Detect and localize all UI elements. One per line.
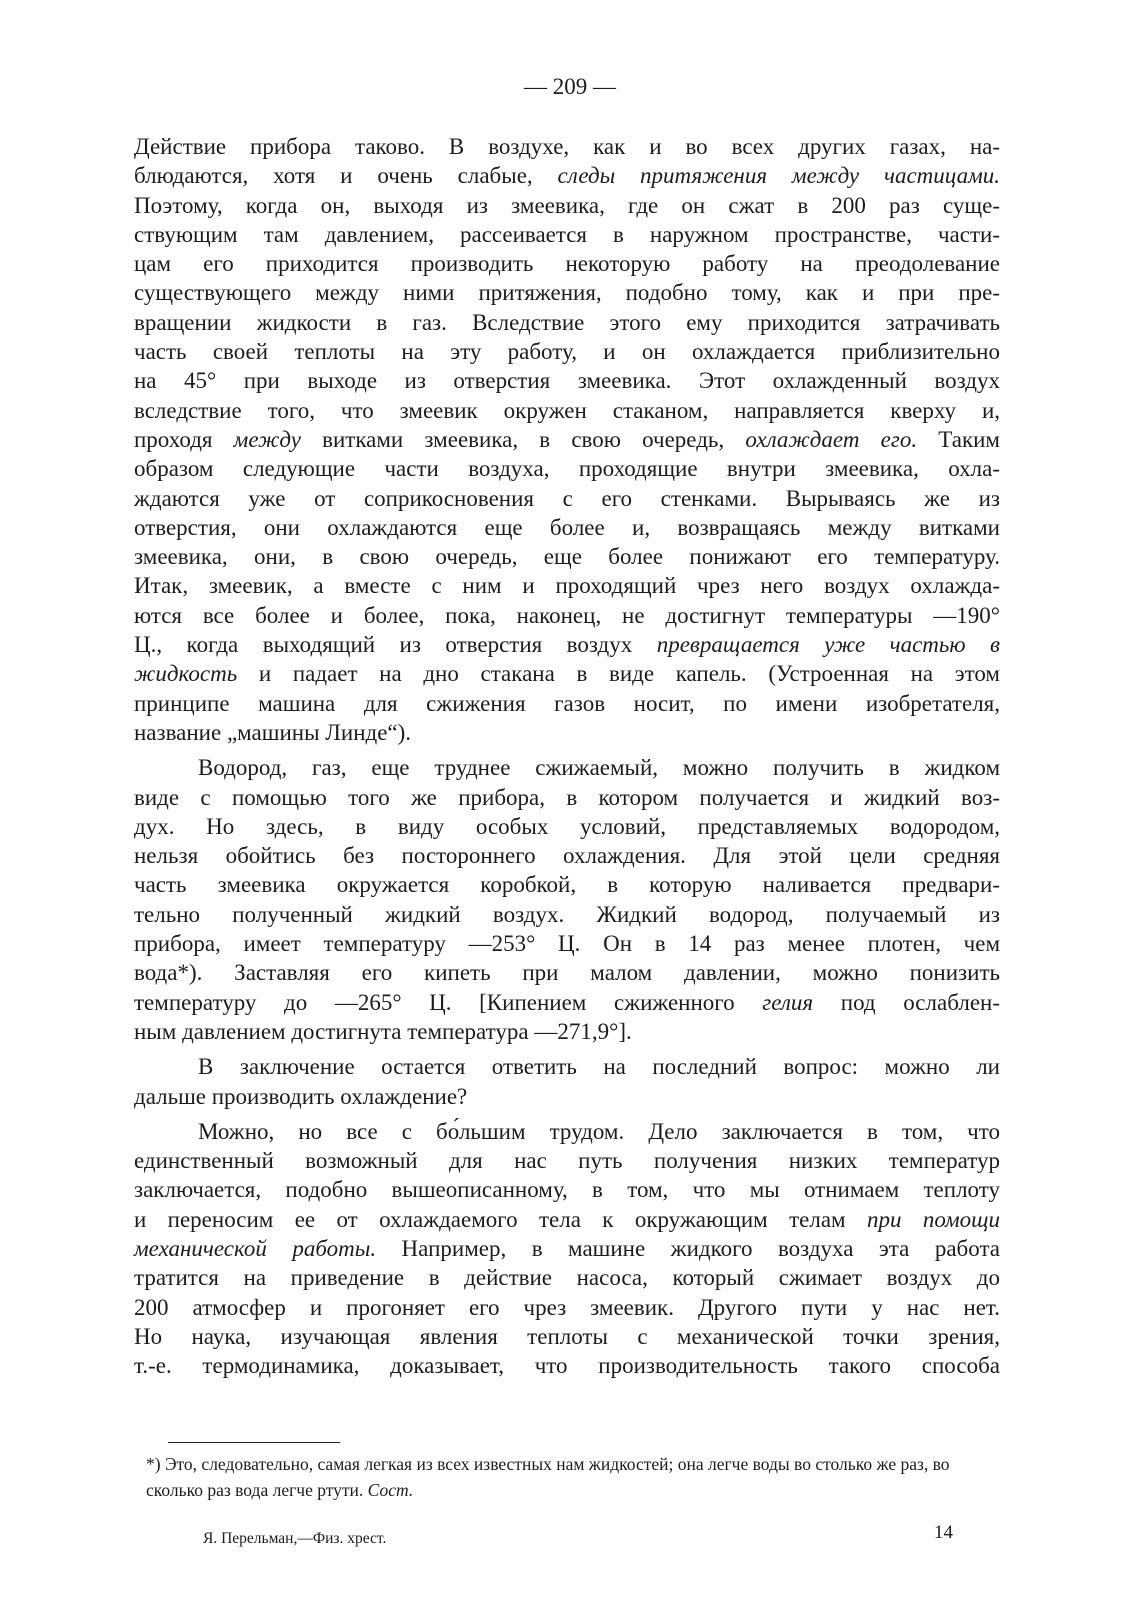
text-line: ствующим там давлением, рассеивается в наружном пространстве, части- bbox=[134, 221, 1000, 247]
body-text bbox=[134, 132, 1000, 1386]
text-line: Итак, змеевик, а вместе с ним и проходящий чрез него воздух охлажда- bbox=[134, 573, 1000, 599]
text-line: Можно, но все с бо́льшим трудом. Дело заключается в том, что bbox=[198, 1118, 1000, 1144]
text-line: вода*). Заставляя его кипеть при малом давлении, можно понизить bbox=[134, 960, 1000, 986]
text-line: нельзя обойтись без постороннего охлаждения. Для этой цели средняя bbox=[134, 843, 1000, 869]
text-line: ждаются уже от соприкосновения с его стенками. Вырываясь же из bbox=[134, 485, 1000, 511]
text-line: Водород, газ, еще труднее сжижаемый, можно получить в жидком bbox=[198, 755, 1000, 781]
text-line: механической работы. Например, в машине жидкого воздуха эта работа bbox=[134, 1235, 1000, 1261]
text-line: часть своей теплоты на эту работу, и он охлаждается приблизительно bbox=[134, 339, 1000, 365]
text-line: вследствие того, что змеевик окружен стаканом, направляется кверху и, bbox=[134, 397, 1000, 423]
text-line: т.-е. термодинамика, доказывает, что производительность такого способа bbox=[134, 1353, 1000, 1379]
text-line: и переносим ее от охлаждаемого тела к окружающим телам при помощи bbox=[134, 1206, 1000, 1232]
text-line: отверстия, они охлаждаются еще более и, возвращаясь между витками bbox=[134, 514, 1000, 540]
text-line: цам его приходится производить некоторую работу на преодолевание bbox=[134, 251, 1000, 277]
text-line: Действие прибора таково. В воздухе, как и во всех других газах, на- bbox=[134, 134, 1000, 159]
text-line: единственный возможный для нас путь получения низких температур bbox=[134, 1148, 1000, 1174]
text-line: 200 атмосфер и прогоняет его чрез змеевик. Другого пути у нас нет. bbox=[134, 1294, 1000, 1320]
text-line: прибора, имеет температуру —253° Ц. Он в 14 раз менее плотен, чем bbox=[134, 931, 1000, 957]
paragraph-2 bbox=[134, 753, 1000, 1046]
text-line: Но наука, изучающая явления теплоты с механической точки зрения, bbox=[134, 1323, 1000, 1349]
text-line: жидкость и падает на дно стакана в виде капель. (Устроенная на этом bbox=[134, 661, 1000, 687]
text-line: существующего между ними притяжения, подобно тому, как и при пре- bbox=[134, 280, 1000, 306]
text-line: принципе машина для сжижения газов носит, по имени изобретателя, bbox=[134, 690, 1000, 716]
text-line: дух. Но здесь, в виду особых условий, представляемых водородом, bbox=[134, 813, 1000, 839]
text-line: проходя между витками змеевика, в свою очередь, охлаждает его. Таким bbox=[134, 426, 1000, 452]
text-line: В заключение остается ответить на последний вопрос: можно ли bbox=[198, 1054, 1000, 1080]
footer-author-title: Я. Перельман,—Физ. хрест. bbox=[203, 1530, 387, 1547]
text-line: вращении жидкости в газ. Вследствие этого ему приходится затрачивать bbox=[134, 309, 1000, 335]
text-line: Ц., когда выходящий из отверстия воздух превращается уже частью в bbox=[134, 632, 1001, 658]
page-number: — 209 — bbox=[524, 74, 616, 99]
text-line: образом следующие части воздуха, проходящие внутри змеевика, охла- bbox=[134, 456, 1000, 482]
text-line: тельно полученный жидкий воздух. Жидкий водород, получаемый из bbox=[134, 901, 1000, 927]
text-line: ным давлением достигнута температура —271,9°]. bbox=[134, 1018, 632, 1044]
text-line: виде с помощью того же прибора, в котором получается и жидкий воз- bbox=[134, 784, 1000, 810]
text-line: ются все более и более, пока, наконец, не достигнут температуры —190° bbox=[134, 602, 1000, 628]
text-line: название „машины Линде“). bbox=[134, 719, 412, 745]
paragraph-4 bbox=[134, 1117, 1000, 1381]
footnote-separator bbox=[168, 1442, 340, 1443]
footnote: *) Это, следовательно, самая легкая из всех известных нам жидкостей; она легче воды во столько же раз, во сколько раз вода легче ртути. Сост. bbox=[146, 1454, 950, 1500]
text-line: часть змеевика окружается коробкой, в которую наливается предвари- bbox=[134, 872, 1000, 898]
text-line: тратится на приведение в действие насоса, который сжимает воздух до bbox=[134, 1265, 1000, 1291]
text-line: блюдаются, хотя и очень слабые, следы притяжения между частицами. bbox=[134, 163, 1000, 189]
text-line: на 45° при выходе из отверстия змеевика. Этот охлажденный воздух bbox=[134, 368, 1000, 394]
text-line: Поэтому, когда он, выходя из змеевика, где он сжат в 200 раз суще- bbox=[134, 192, 1000, 218]
footer-signature-number: 14 bbox=[934, 1522, 953, 1543]
text-line: змеевика, они, в свою очередь, еще более понижают его температуру. bbox=[134, 544, 1000, 570]
text-line: дальше производить охлаждение? bbox=[134, 1083, 468, 1109]
text-line: температуру до —265° Ц. [Кипением сжиженного гелия под ослаблен- bbox=[134, 989, 1000, 1015]
paragraph-3 bbox=[134, 1052, 1000, 1111]
text-line: заключается, подобно вышеописанному, в том, что мы отнимаем теплоту bbox=[134, 1177, 1000, 1203]
paragraph-1 bbox=[134, 132, 1000, 747]
